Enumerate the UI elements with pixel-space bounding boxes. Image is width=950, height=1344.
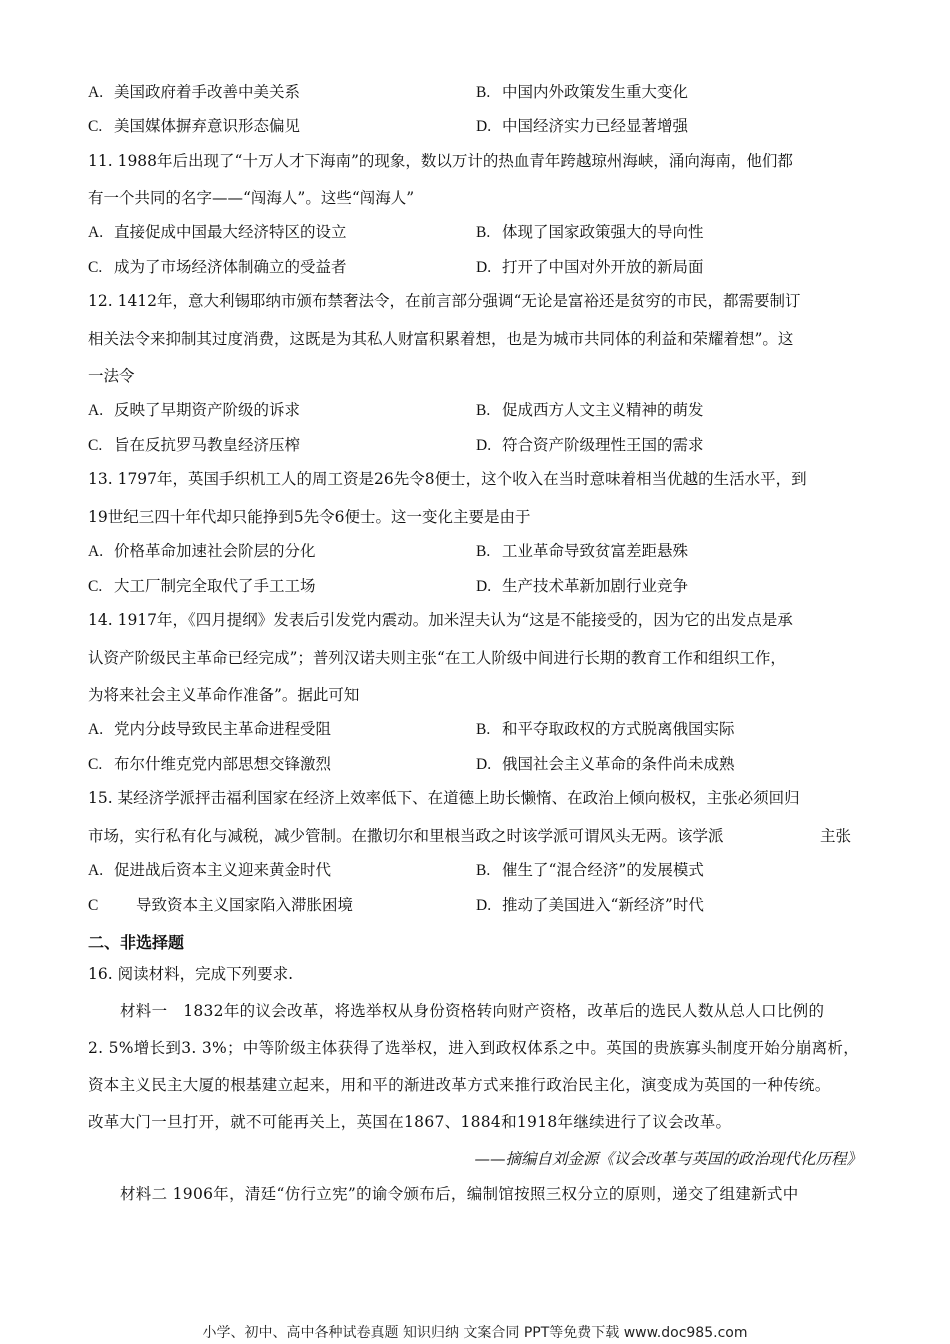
option-text: 打开了中国对外开放的新局面 <box>502 258 704 276</box>
option-key: B. <box>476 84 491 101</box>
material1-line1: 材料一 1832年的议会改革，将选举权从身份资格转向财产资格，改革后的选民人数从总人口比例的 <box>120 1002 825 1020</box>
q15-option-b <box>476 860 704 881</box>
option-key: A. <box>88 543 104 560</box>
option-text: 美国政府着手改善中美关系 <box>114 83 301 101</box>
option-text: 布尔什维克党内部思想交锋激烈 <box>114 755 332 773</box>
option-key: D. <box>476 118 492 135</box>
q13-option-b <box>476 541 688 562</box>
q12-stem-line2: 相关法令来抑制其过度消费，这既是为其私人财富积累着想，也是为城市共同体的利益和荣耀着想”。这 <box>88 330 794 348</box>
option-text: 美国媒体摒弃意识形态偏见 <box>114 117 301 135</box>
q15-stem-line1: 15. 某经济学派抨击福利国家在经济上效率低下、在道德上助长懒惰、在政治上倾向极权，主张必须回归 <box>88 789 800 807</box>
option-key: D. <box>476 897 492 914</box>
q12-option-d <box>476 435 704 456</box>
option-text: 促成西方人文主义精神的萌发 <box>502 401 704 419</box>
q11-option-b <box>476 222 704 243</box>
material2-line1: 材料二 1906年，清廷“仿行立宪”的谕令颁布后，编制馆按照三权分立的原则，递交了组建新式中 <box>120 1185 799 1203</box>
option-key: B. <box>476 224 491 241</box>
q13-option-d <box>476 576 688 597</box>
option-key: B. <box>476 543 491 560</box>
option-key: A. <box>88 402 104 419</box>
q11-option-c <box>88 257 347 278</box>
q14-option-a <box>88 719 331 740</box>
option-text: 导致资本主义国家陷入滞胀困境 <box>136 896 354 914</box>
q14-stem-line1: 14. 1917年，《四月提纲》发表后引发党内震动。加米涅夫认为“这是不能接受的，因为它的出发点是承 <box>88 611 793 629</box>
option-text: 和平夺取政权的方式脱离俄国实际 <box>502 720 735 738</box>
q13-option-c <box>88 576 316 597</box>
q14-stem-line2: 认资产阶级民主革命已经完成”；普列汉诺夫则主张“在工人阶级中间进行长期的教育工作和组织工作， <box>88 649 786 667</box>
option-key: C. <box>88 578 103 595</box>
material1-line3: 资本主义民主大厦的根基建立起来，用和平的渐进改革方式来推行政治民主化，演变成为英国的一种传统。 <box>88 1076 831 1094</box>
q15-stem-line2-tail: 主张 <box>820 827 852 845</box>
option-key: B. <box>476 721 491 738</box>
q12-option-b <box>476 400 704 421</box>
q10-option-c <box>88 116 300 137</box>
option-text: 直接促成中国最大经济特区的设立 <box>114 223 347 241</box>
option-key: A. <box>88 224 104 241</box>
section-title: 二、非选择题 <box>88 933 185 952</box>
option-text: 促进战后资本主义迎来黄金时代 <box>114 861 332 879</box>
q11-stem-line2: 有一个共同的名字——“闯海人”。这些“闯海人” <box>88 189 415 207</box>
option-key: A. <box>88 721 104 738</box>
option-text: 反映了早期资产阶级的诉求 <box>114 401 301 419</box>
option-key: A. <box>88 862 104 879</box>
option-key: D. <box>476 756 492 773</box>
q13-stem-line1: 13. 1797年，英国手织机工人的周工资是26先令8便士，这个收入在当时意味着相当优越的生活水平，到 <box>88 470 807 488</box>
option-text: 旨在反抗罗马教皇经济压榨 <box>114 436 301 454</box>
option-text: 成为了市场经济体制确立的受益者 <box>114 258 347 276</box>
option-key: D. <box>476 259 492 276</box>
option-key: C. <box>88 437 103 454</box>
option-text: 催生了“混合经济”的发展模式 <box>502 861 704 879</box>
q14-option-d <box>476 754 735 775</box>
option-text: 工业革命导致贫富差距悬殊 <box>502 542 689 560</box>
option-key: B. <box>476 402 491 419</box>
option-key: D. <box>476 437 492 454</box>
q13-stem-line2: 19世纪三四十年代却只能挣到5先令6便士。这一变化主要是由于 <box>88 508 531 526</box>
q15-option-c <box>88 895 353 916</box>
material1-source: ——摘编自刘金源《议会改革与英国的政治现代化历程》 <box>474 1150 862 1168</box>
q10-option-d <box>476 116 688 137</box>
option-key: C <box>88 897 99 914</box>
q12-stem-line1: 12. 1412年，意大利锡耶纳市颁布禁奢法令，在前言部分强调“无论是富裕还是贫穷的市民，都需要制订 <box>88 292 801 310</box>
q10-option-b <box>476 82 688 103</box>
q15-option-a <box>88 860 331 881</box>
q11-option-d <box>476 257 704 278</box>
q11-option-a <box>88 222 347 243</box>
page-footer: 小学、初中、高中各种试卷真题 知识归纳 文案合同 PPT等免费下载 www.doc985.com <box>202 1325 748 1341</box>
option-key: D. <box>476 578 492 595</box>
option-text: 价格革命加速社会阶层的分化 <box>114 542 316 560</box>
q14-option-b <box>476 719 735 740</box>
option-text: 党内分歧导致民主革命进程受阻 <box>114 720 332 738</box>
q12-stem-line3: 一法令 <box>88 367 135 385</box>
material1-line4: 改革大门一旦打开，就不可能再关上，英国在1867、1884和1918年继续进行了议会改革。 <box>88 1113 732 1131</box>
option-key: C. <box>88 118 103 135</box>
option-text: 推动了美国进入“新经济”时代 <box>502 896 704 914</box>
q12-option-c <box>88 435 300 456</box>
option-key: B. <box>476 862 491 879</box>
q14-stem-line3: 为将来社会主义革命作准备”。据此可知 <box>88 686 360 704</box>
q11-stem-line1: 11. 1988年后出现了“十万人才下海南”的现象，数以万计的热血青年跨越琼州海峡，涌向海南，他们都 <box>88 152 793 170</box>
option-key: C. <box>88 756 103 773</box>
option-key: C. <box>88 259 103 276</box>
option-text: 俄国社会主义革命的条件尚未成熟 <box>502 755 735 773</box>
q16-intro: 16. 阅读材料，完成下列要求. <box>88 965 294 983</box>
q13-option-a <box>88 541 316 562</box>
q15-stem-line2: 市场，实行私有化与减税，减少管制。在撒切尔和里根当政之时该学派可谓风头无两。该学派 <box>88 827 724 845</box>
q12-option-a <box>88 400 300 421</box>
material1-line2: 2. 5%增长到3. 3%；中等阶级主体获得了选举权，进入到政权体系之中。英国的贵族寡头制度开始分崩离析， <box>88 1039 860 1057</box>
option-text: 体现了国家政策强大的导向性 <box>502 223 704 241</box>
option-text: 大工厂制完全取代了手工工场 <box>114 577 316 595</box>
option-text: 中国内外政策发生重大变化 <box>502 83 689 101</box>
option-key: A. <box>88 84 104 101</box>
option-text: 中国经济实力已经显著增强 <box>502 117 689 135</box>
q15-option-d <box>476 895 704 916</box>
q10-option-a <box>88 82 300 103</box>
option-text: 生产技术革新加剧行业竞争 <box>502 577 689 595</box>
option-text: 符合资产阶级理性王国的需求 <box>502 436 704 454</box>
q14-option-c <box>88 754 331 775</box>
